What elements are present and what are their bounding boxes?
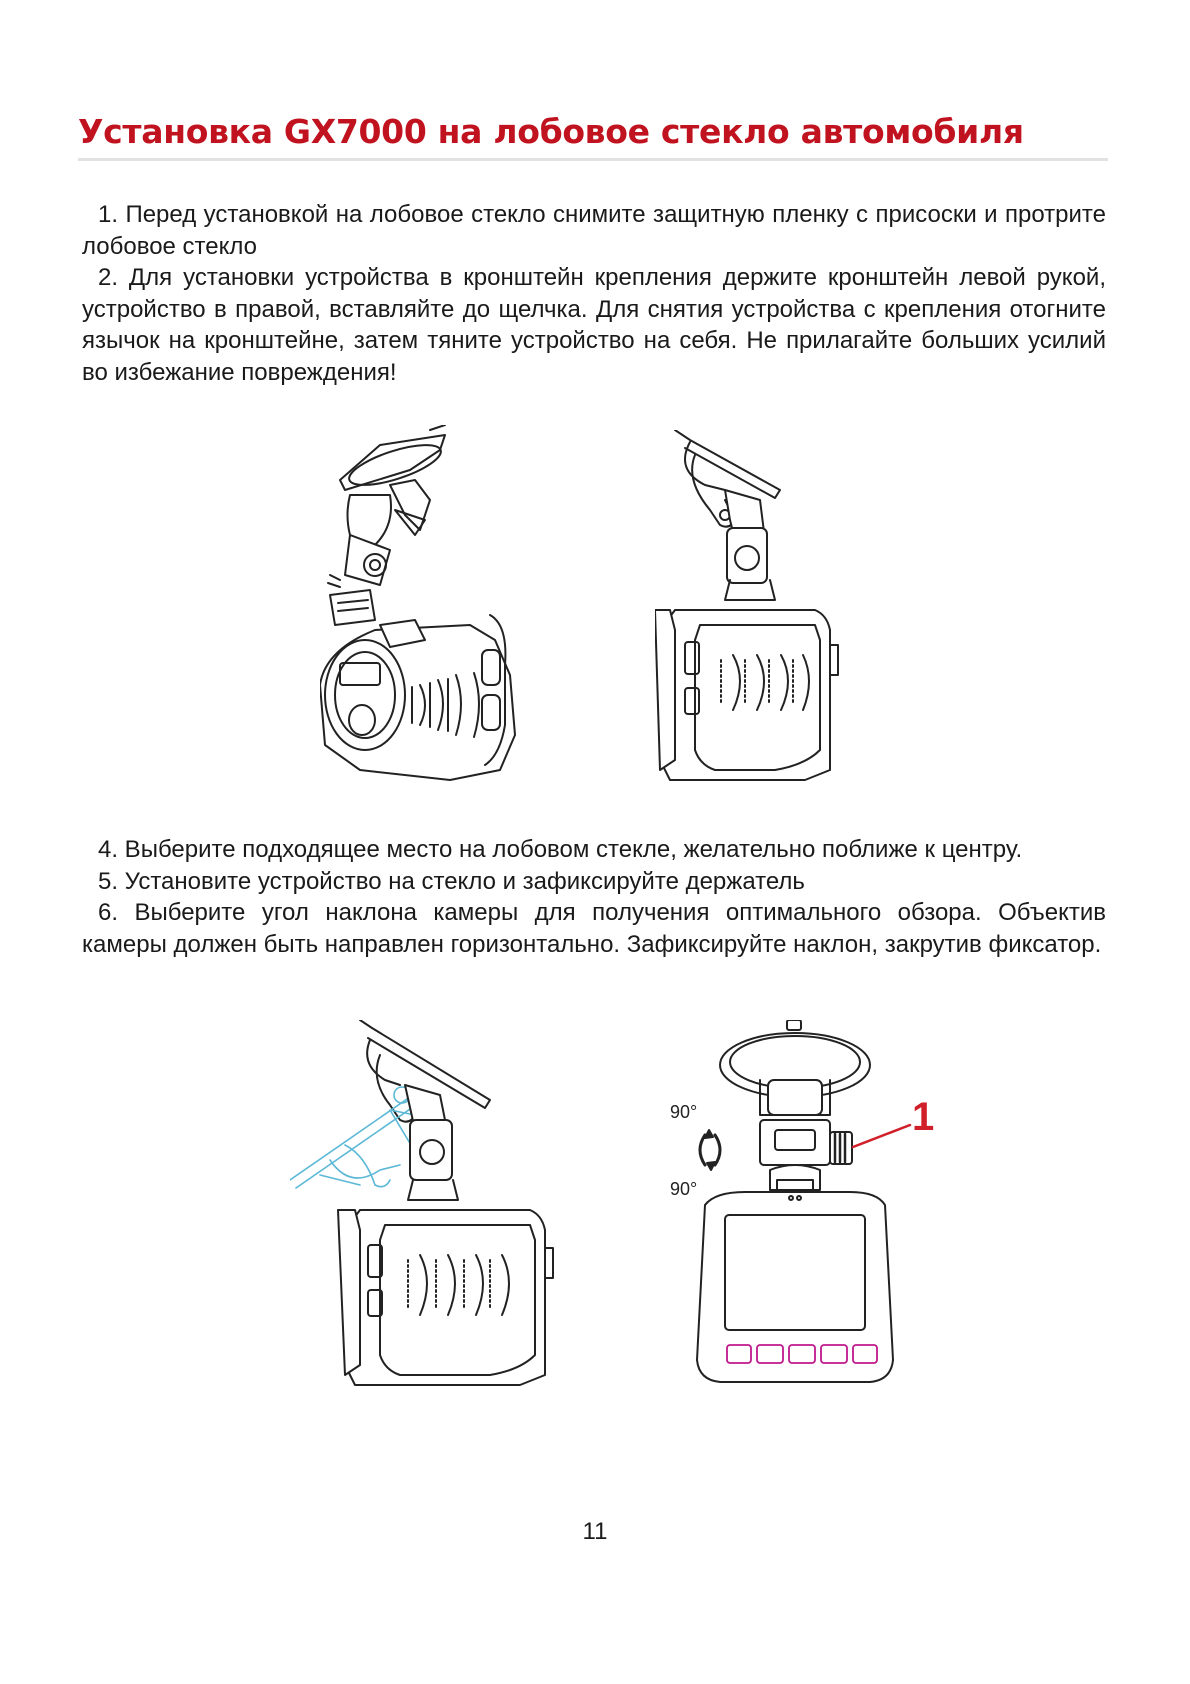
figure-front-view-lock — [665, 1020, 945, 1400]
figure-tilt-adjustment — [290, 1020, 555, 1395]
figure-side-view-mounted — [655, 430, 865, 785]
instruction-step-1: 1. Перед установкой на лобовое стекло снимите защитную пленку с присоски и протрите лобовое стекло — [82, 201, 1106, 260]
instruction-step-2: 2. Для установки устройства в кронштейн крепления держите кронштейн левой рукой, устройство в правой, вставляйте до щелчка. Для снятия устройства с крепления отогните язычок на кронштейне, затем тяните устройство на себя. Не прилагайте больших усилий во избежание повреждения! — [82, 264, 1106, 386]
page-title: Установка GX7000 на лобовое стекло автомобиля — [78, 112, 1024, 151]
rotation-angle-top: 90° — [670, 1102, 698, 1122]
callout-number: 1 — [912, 1095, 935, 1139]
rotation-angle-bottom: 90° — [670, 1179, 698, 1199]
title-underline — [78, 158, 1108, 161]
figure-insert-into-bracket — [320, 425, 550, 785]
instruction-step-6: 6. Выберите угол наклона камеры для получения оптимального обзора. Объектив камеры должен быть направлен горизонтально. Зафиксируйте наклон, закрутив фиксатор. — [82, 899, 1106, 958]
page-number: 11 — [582, 1518, 608, 1545]
instruction-step-5: 5. Установите устройство на стекло и зафиксируйте держатель — [98, 868, 805, 895]
instruction-step-4: 4. Выберите подходящее место на лобовом стекле, желательно поближе к центру. — [98, 836, 1023, 863]
